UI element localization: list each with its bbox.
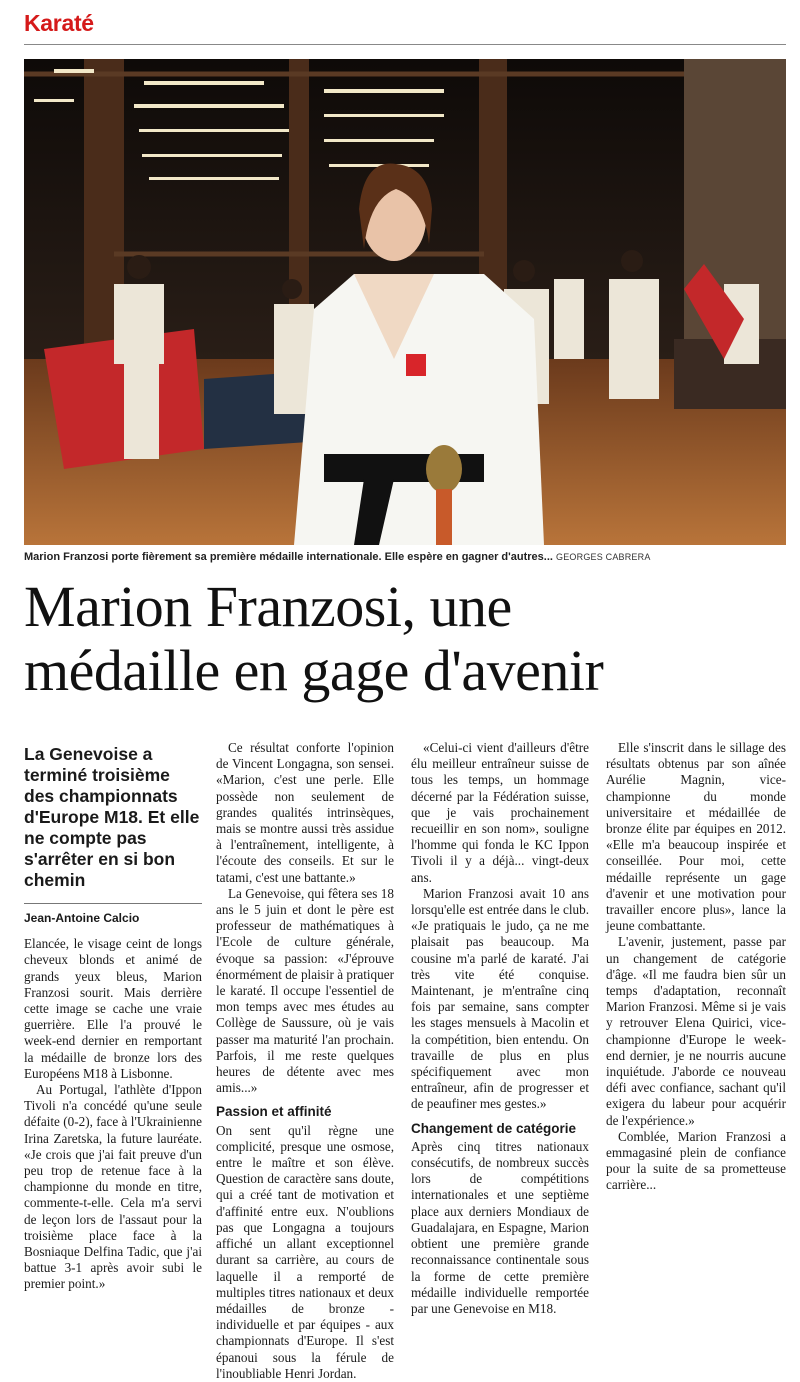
paragraph: Au Portugal, l'athlète d'Ippon Tivoli n'a concédé qu'une seule défaite (0-2), face à l'Ukrainienne Irina Zaretska, la future lauréate. «Je crois que j'ai fait preuve d'un peu trop de retenue face à la championne du monde en titre, commente-t-elle. Cela m'a servi de leçon lors de l'assaut pour la troisième place face à la Bosniaque Delfina Tadic, que j'ai battue 3-1 après avoir subi le premier point.» xyxy=(24,1082,202,1292)
column-2 xyxy=(216,740,394,1382)
column-3 xyxy=(411,740,589,1317)
paragraph: Elle s'inscrit dans le sillage des résultats obtenus par son aînée Aurélie Magnin, vice-championne du monde universitaire et médaillée de bronze élite par équipes en 2012. «Elle m'a beaucoup inspirée et conseillée. Pour moi, cette médaille représente un gage d'avenir et une motivation pour travailler encore plus», lance la jeune combattante. xyxy=(606,740,786,934)
paragraph: Elancée, le visage ceint de longs cheveux blonds et animé de grands yeux bleus, Marion Franzosi sourit. Mais derrière cette image se cache une vraie guerrière. Elle l'a prouvé le week-end dernier en remportant la médaille de bronze lors des Européens M18 à Lisbonne. xyxy=(24,936,202,1081)
photo-credit: GEORGES CABRERA xyxy=(556,552,651,562)
paragraph: Après cinq titres nationaux consécutifs, de nombreux succès lors de compétitions internationales et une septième place aux derniers Mondiaux de Guadalajara, en Espagne, Marion obtient une première grande reconnaissance continentale sous la forme de cette première médaille individuelle remportée par une Genevoise en M18. xyxy=(411,1138,589,1316)
caption-text: Marion Franzosi porte fièrement sa première médaille internationale. Elle espère en gagner d'autres... xyxy=(24,551,553,563)
subhead-categorie: Changement de catégorie xyxy=(411,1120,577,1136)
paragraph: Comblée, Marion Franzosi a emmagasiné plein de confiance pour la suite de sa prometteuse carrière... xyxy=(606,1128,786,1193)
paragraph: La Genevoise, qui fêtera ses 18 ans le 5 juin et dont le père est professeur de mathématiques à l'Ecole de culture générale, évoque sa passion: «J'éprouve énormément de plaisir à pratiquer le karaté. Il occupe l'essentiel de mon temps avec mes études au Collège de Saussure, où je vais passer ma maturité l'an prochain. Parfois, il me reste quelques heures de détente avec mes amis...» xyxy=(216,885,394,1096)
headline xyxy=(24,575,786,703)
subhead-passion: Passion et affinité xyxy=(216,1104,332,1120)
column-1 xyxy=(24,740,202,1293)
lead-paragraph: La Genevoise a terminé troisième des championnats d'Europe M18. Et elle ne compte pas s'arrêter en si bon chemin xyxy=(24,744,200,890)
paragraph: On sent qu'il règne une complicité, presque une osmose, entre le maître et son élève. Question de caractère sans doute, qui a créé tant de motivation et d'affinité entre eux. N'oublions pas que Longagna a toujours affiché un allant exceptionnel durant sa carrière, au cours de laquelle il a remporté de multiples titres nationaux et deux médailles de bronze - individuelle et par équipes - aux championnats d'Europe. Il s'est épanoui sous la férule de l'inoubliable Henri Jordan. xyxy=(216,1122,394,1381)
column-4 xyxy=(606,740,786,1194)
byline: Jean-Antoine Calcio xyxy=(24,911,140,925)
lead-divider xyxy=(24,903,202,904)
headline-line-1: Marion Franzosi, une xyxy=(24,574,512,639)
photo-caption xyxy=(24,551,786,563)
paragraph: L'avenir, justement, passe par un changement de catégorie d'âge. «Il me faudra bien sûr un temps d'adaptation, reconnaît Marion Franzosi. Même si je vais y retrouver Elena Quirici, vice-championne d'Europe le week-end dernier, je ne nourris aucune inquiétude. J'aborde ce nouveau défi avec confiance, sachant qu'il exigera du labeur pour acquérir de l'expérience.» xyxy=(606,934,786,1128)
paragraph: «Celui-ci vient d'ailleurs d'être élu meilleur entraîneur suisse de tous les temps, un hommage décerné par la Fédération suisse, que je vais prochainement recueillir en son nom», souligne l'homme qui fonda le KC Ippon Tivoli il y a déjà... vingt-deux ans. xyxy=(411,740,589,885)
section-rubric: Karaté xyxy=(24,10,94,36)
header-divider xyxy=(24,44,786,45)
headline-line-2: médaille en gage d'avenir xyxy=(24,638,604,703)
paragraph: Marion Franzosi avait 10 ans lorsqu'elle est entrée dans le club. «Je pratiquais le judo, ça ne me plaisait pas beaucoup. Ma cousine m'a parlé de karaté. J'ai très vite été conquise. Maintenant, je m'entraîne cinq fois par semaine, sans compter les stages mensuels à Macolin et la compétition, bien entendu. On travaille de plus en plus spécifiquement avec mon entraîneur, afin de progresser et de peaufiner mes gestes.» xyxy=(411,885,589,1112)
article-photo xyxy=(24,59,786,545)
paragraph: Ce résultat conforte l'opinion de Vincent Longagna, son sensei. «Marion, c'est une perle. Elle possède non seulement de grandes qualités intrinsèques, mais se montre aussi très assidue à l'entraînement, intelligente, à l'écoute des conseils. Et sur le tatami, c'est une battante.» xyxy=(216,740,394,885)
